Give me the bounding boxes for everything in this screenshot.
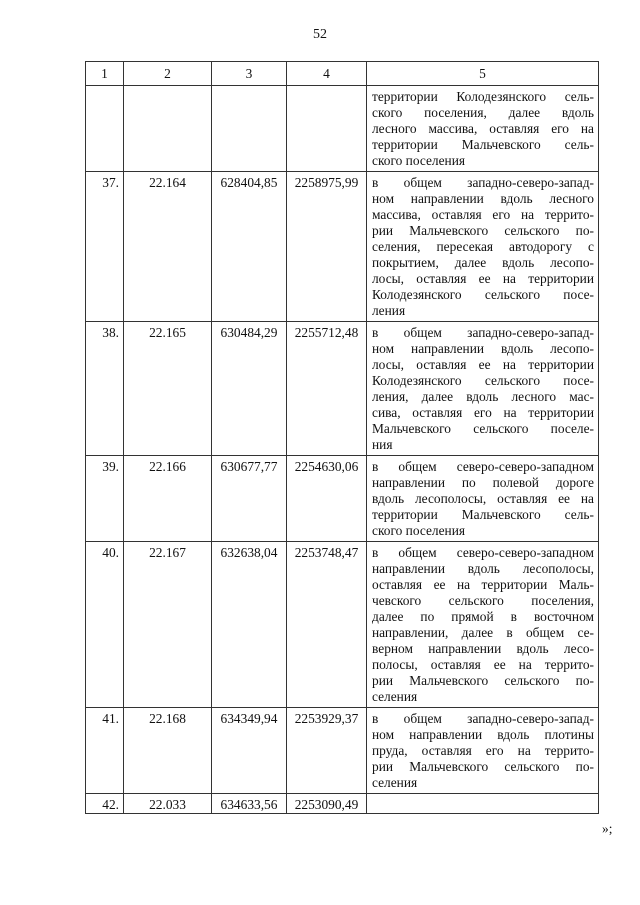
point-id-cell: 22.168 [124, 708, 212, 794]
description-line: оставляя ее на территории Маль- [372, 577, 594, 592]
description-line: лесного массива, оставляя его на [372, 121, 594, 136]
description-cell [367, 708, 599, 794]
description-line: селения [372, 775, 418, 790]
description-line: селения, пересекая автодорогу с [372, 239, 594, 254]
coordinate-x-cell: 630677,77 [212, 456, 287, 542]
row-number-cell: 38. [86, 322, 124, 456]
header-col-2: 2 [124, 62, 212, 86]
coordinate-x-cell: 634633,56 [212, 794, 287, 814]
description-line: в общем западно-северо-запад- [372, 325, 594, 340]
description-line: территории Мальчевского сель- [372, 137, 594, 152]
coordinate-y-cell: 2253748,47 [287, 542, 367, 708]
description-line: селения [372, 689, 418, 704]
page-number: 52 [313, 27, 327, 42]
description-line: ского поселения [372, 153, 466, 168]
table-body [86, 62, 599, 814]
row-number-cell: 37. [86, 172, 124, 322]
description-line: ном направлении вдоль плотины [372, 727, 594, 742]
description-cell [367, 172, 599, 322]
table-row [86, 794, 599, 814]
description-line: рии Мальчевского сельского по- [372, 673, 594, 688]
description-line: в общем северо-северо-западном [372, 545, 594, 560]
table-row [86, 708, 599, 794]
coordinate-x-cell: 628404,85 [212, 172, 287, 322]
row-number-cell: 42. [86, 794, 124, 814]
description-line: направлении, далее в общем се- [372, 625, 594, 640]
table-row [86, 172, 599, 322]
description-line: направлении вдоль лесополосы, [372, 561, 594, 576]
description-line: в общем северо-северо-западном [372, 459, 594, 474]
description-cell [367, 456, 599, 542]
coordinate-y-cell: 2258975,99 [287, 172, 367, 322]
description-line: Колодезянского сельского посе- [372, 287, 594, 302]
description-cell [367, 322, 599, 456]
coordinate-y-cell: 2255712,48 [287, 322, 367, 456]
point-id-cell [124, 86, 212, 172]
row-number-cell [86, 86, 124, 172]
description-line: лосы, оставляя ее на территории [372, 357, 594, 372]
description-line: чевского сельского поселения, [372, 593, 594, 608]
description-line: направлении по полевой дороге [372, 475, 594, 490]
description-line: далее по прямой в восточном [372, 609, 594, 624]
header-col-1: 1 [86, 62, 124, 86]
boundary-table [85, 61, 599, 814]
row-number-cell: 41. [86, 708, 124, 794]
coordinate-x-cell [212, 86, 287, 172]
point-id-cell: 22.166 [124, 456, 212, 542]
description-cell [367, 794, 599, 814]
coordinate-x-cell: 632638,04 [212, 542, 287, 708]
description-line: вдоль лесополосы, оставляя ее на [372, 491, 594, 506]
coordinate-y-cell: 2253929,37 [287, 708, 367, 794]
description-line: ном направлении вдоль лесопо- [372, 341, 594, 356]
point-id-cell: 22.165 [124, 322, 212, 456]
description-line: ского поселения [372, 523, 466, 538]
description-cell [367, 86, 599, 172]
description-line: Колодезянского сельского посе- [372, 373, 594, 388]
description-line: рии Мальчевского сельского по- [372, 223, 594, 238]
point-id-cell: 22.164 [124, 172, 212, 322]
description-line: территории Колодезянского сель- [372, 89, 594, 104]
description-line: ления [372, 303, 406, 318]
header-col-4: 4 [287, 62, 367, 86]
table-row [86, 322, 599, 456]
description-line: в общем западно-северо-запад- [372, 175, 594, 190]
coordinate-y-cell: 2253090,49 [287, 794, 367, 814]
row-number-cell: 39. [86, 456, 124, 542]
description-line: Мальчевского сельского поселе- [372, 421, 594, 436]
description-cell [367, 542, 599, 708]
description-line: рии Мальчевского сельского по- [372, 759, 594, 774]
description-line: пруда, оставляя его на террито- [372, 743, 594, 758]
coordinate-y-cell: 2254630,06 [287, 456, 367, 542]
coordinate-x-cell: 634349,94 [212, 708, 287, 794]
description-line: массива, оставляя его на террито- [372, 207, 594, 222]
point-id-cell: 22.033 [124, 794, 212, 814]
closing-quote-mark: »; [602, 821, 613, 836]
description-line: ния [372, 437, 393, 452]
table-row [86, 456, 599, 542]
header-col-3: 3 [212, 62, 287, 86]
description-line: ления, далее вдоль лесного мас- [372, 389, 594, 404]
description-line: верном направлении вдоль лесо- [372, 641, 594, 656]
point-id-cell: 22.167 [124, 542, 212, 708]
table-row [86, 86, 599, 172]
description-line: полосы, оставляя ее на террито- [372, 657, 594, 672]
coordinate-x-cell: 630484,29 [212, 322, 287, 456]
description-line: территории Мальчевского сель- [372, 507, 594, 522]
description-line: в общем западно-северо-запад- [372, 711, 594, 726]
row-number-cell: 40. [86, 542, 124, 708]
description-line: ном направлении вдоль лесного [372, 191, 594, 206]
description-line: лосы, оставляя ее на территории [372, 271, 594, 286]
table-row [86, 542, 599, 708]
coordinate-y-cell [287, 86, 367, 172]
header-row [86, 62, 599, 86]
description-line: сива, оставляя его на территории [372, 405, 594, 420]
header-col-5: 5 [367, 62, 599, 86]
description-line: ского поселения, далее вдоль [372, 105, 594, 120]
description-line: покрытием, далее вдоль лесопо- [372, 255, 594, 270]
